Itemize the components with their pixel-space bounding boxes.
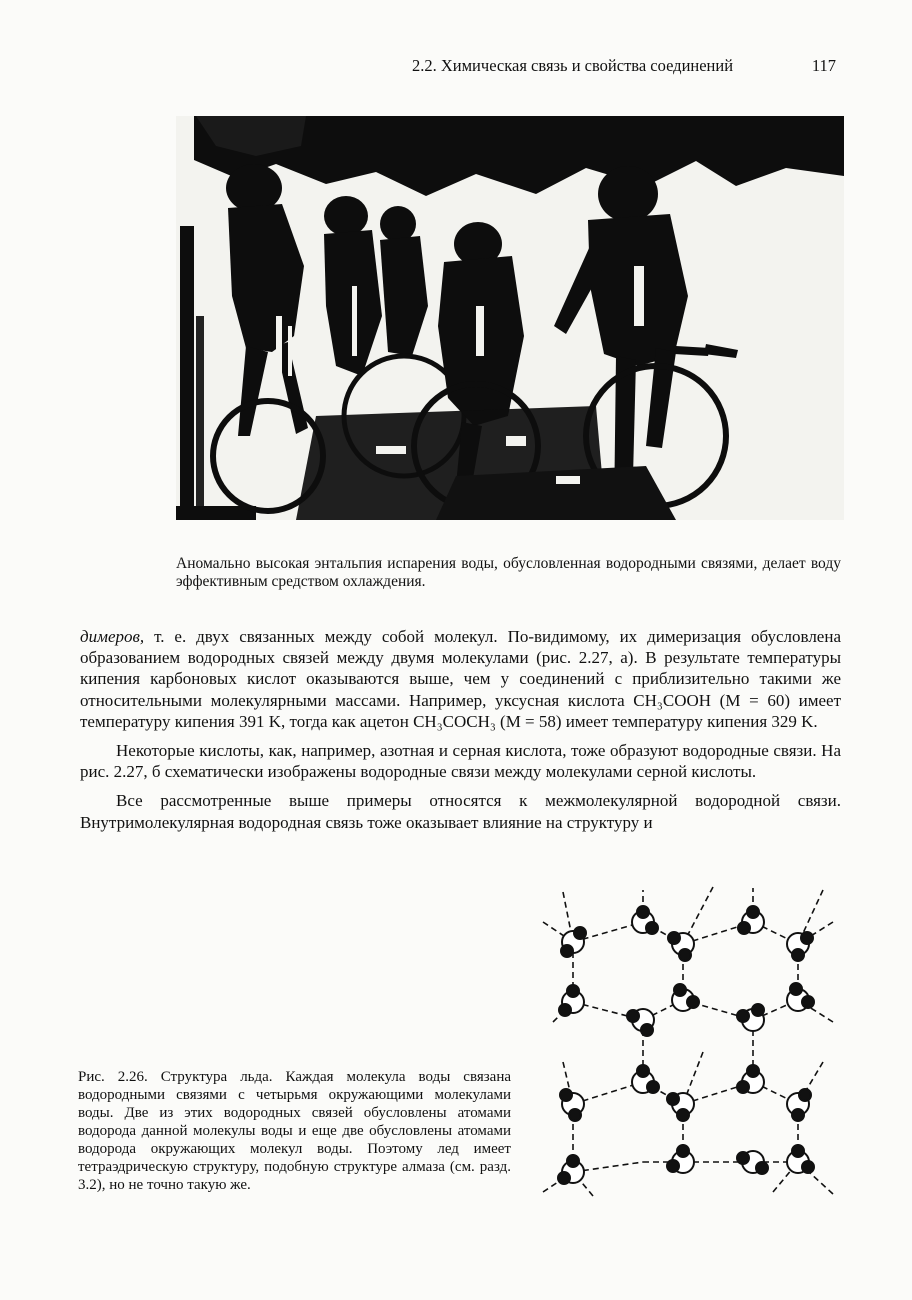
- page-number: 117: [811, 56, 836, 75]
- running-header: [412, 56, 836, 78]
- cyclists-photo: [176, 116, 844, 520]
- paragraph-1-text: т. е. двух связанных между собой молекул. По-видимому, их димеризация обусловлена образованием водородных связей между двумя молекулами (рис. 2.27, а). В результате температуры кипения карбоновых кислот оказываются выше, чем у соединений с приблизительно такими же относительными молекулярными массами. Например, уксусная кислота CH₃COOH (M = 60) имеет температуру кипения 391 K, тогда как ацетон CH₃COCH₃ (M = 58) имеет температуру кипения 329 K.: [80, 627, 841, 731]
- section-title: 2.2. Химическая связь и свойства соединений: [412, 56, 734, 75]
- italic-term: димеров,: [80, 627, 145, 646]
- paragraph-2: Некоторые кислоты, как, например, азотная и серная кислота, тоже образуют водородные связи. На рис. 2.27, б схематически изображены водородные связи между молекулами серной кислоты.: [80, 741, 841, 782]
- figure-caption: Рис. 2.26. Структура льда. Каждая молекула воды связана водородными связями с четырьмя окружающими молекулами воды. Две из этих водородных связей обусловлены атомами водорода данной молекулы воды и еще две обусловлены атомами водорода окружающих молекул воды. Поэтому лед имеет тетраэдрическую структуру, подобную структуре алмаза (см. разд. 3.2), но не точно такую же.: [78, 1069, 511, 1193]
- paragraph-3: Все рассмотренные выше примеры относятся к межмолекулярной водородной связи. Внутримолекулярная водородная связь тоже оказывает влияние на структуру и: [80, 791, 841, 832]
- body-text: [80, 626, 841, 833]
- ice-structure-diagram: [533, 882, 841, 1202]
- paragraph-1: [80, 626, 841, 732]
- photo-caption: Аномально высокая энтальпия испарения воды, обусловленная водородными связями, делает воду эффективным средством охлаждения.: [176, 555, 841, 590]
- water-molecules: [558, 906, 814, 1184]
